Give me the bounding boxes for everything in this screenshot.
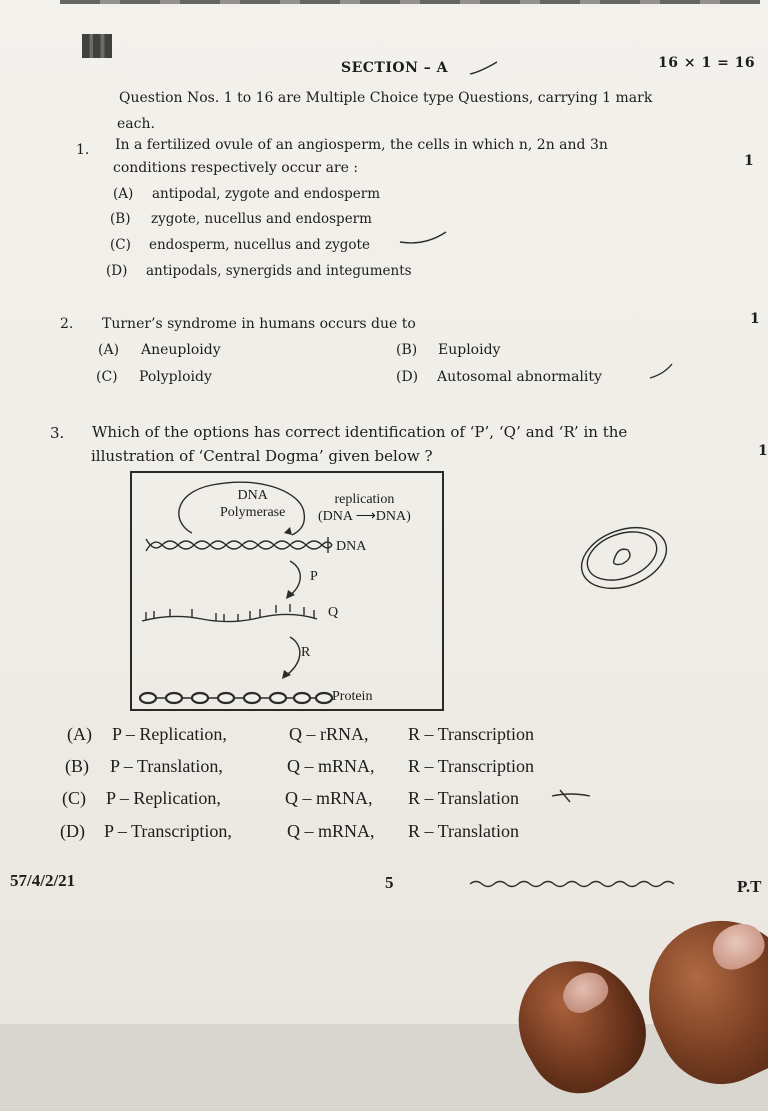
circled-answer-scribble — [573, 517, 675, 600]
q1-marks: 1 — [744, 153, 754, 169]
protein-label: Protein — [332, 689, 373, 704]
q3-option-d-label: (D) — [60, 821, 85, 841]
section-marks: 16 × 1 = 16 — [658, 55, 756, 71]
q3-option-a-label: (A) — [67, 724, 92, 744]
q2-option-a-label: (A) — [98, 342, 120, 358]
q3-option-a-r: R – Transcription — [408, 724, 535, 744]
q3-option-b-r: R – Transcription — [408, 756, 535, 776]
q2-option-c-text: Polyploidy — [139, 369, 212, 385]
footer-wavy-line — [470, 882, 674, 887]
q2-text: Turner’s syndrome in humans occurs due to — [102, 316, 416, 332]
instructions: Question Nos. 1 to 16 are Multiple Choice type Questions, carrying 1 mark — [119, 90, 653, 106]
q2-option-c-label: (C) — [96, 369, 118, 385]
q3-option-c-label: (C) — [62, 788, 86, 808]
polymerase-arrowhead — [284, 527, 292, 535]
q1-option-d-text: antipodals, synergids and integuments — [146, 263, 412, 279]
q3-option-b-label: (B) — [65, 756, 89, 776]
q1-text-line2: conditions respectively occur are : — [113, 160, 359, 176]
q2-option-d-text: Autosomal abnormality — [437, 369, 602, 385]
q3-option-d-q: Q – mRNA, — [287, 821, 375, 841]
q3-marks: 1 — [758, 443, 768, 459]
q1-option-c-text: endosperm, nucellus and zygote — [149, 237, 370, 253]
q1-option-c-label: (C) — [110, 237, 131, 253]
q1-option-d-label: (D) — [106, 263, 128, 279]
q3-option-a-q: Q – rRNA, — [289, 724, 369, 744]
q2-option-a-text: Aneuploidy — [141, 342, 221, 358]
q-label: Q — [328, 605, 339, 620]
top-edge-strip — [60, 0, 760, 4]
dna-helix — [146, 537, 332, 553]
dna-label: DNA — [336, 539, 367, 554]
q1-option-b-text: zygote, nucellus and endosperm — [151, 211, 372, 227]
q1-number: 1. — [76, 142, 90, 158]
q1-option-a-text: antipodal, zygote and endosperm — [152, 186, 381, 202]
q2-number: 2. — [60, 316, 74, 332]
q3-option-b-p: P – Translation, — [110, 756, 223, 776]
q3-option-c-q: Q – mRNA, — [285, 788, 373, 808]
mrna-strand — [142, 604, 317, 622]
dna-polymerase-label: DNA Polymerase — [220, 488, 286, 520]
p-label: P — [310, 569, 318, 584]
arrow-r — [284, 637, 300, 677]
tick-mark-section — [470, 62, 497, 74]
q2-option-d-label: (D) — [396, 369, 419, 385]
q3-option-a-p: P – Replication, — [112, 724, 227, 744]
q1-text-line1: In a fertilized ovule of an angiosperm, the cells in which n, 2n and 3n — [115, 137, 608, 153]
tick-mark-q1c — [400, 232, 446, 243]
q1-option-b-label: (B) — [110, 211, 131, 227]
paper-code: 57/4/2/21 — [10, 871, 76, 890]
finger-image-2 — [496, 939, 665, 1111]
q3-option-d-p: P – Transcription, — [104, 821, 232, 841]
qr-code-icon — [82, 34, 112, 58]
page-number: 5 — [385, 873, 394, 892]
q3-option-d-r: R – Translation — [408, 821, 520, 841]
q1-option-a-label: (A) — [113, 186, 134, 202]
instructions-cont: each. — [117, 116, 155, 132]
q3-option-c-p: P – Replication, — [106, 788, 221, 808]
section-title: SECTION – A — [341, 60, 448, 76]
q3-text-line1: Which of the options has correct identification of ‘P’, ‘Q’ and ‘R’ in the — [92, 423, 628, 441]
q3-option-c-r: R – Translation — [408, 788, 520, 808]
pto-label: P.T — [737, 877, 762, 896]
q2-option-b-label: (B) — [396, 342, 418, 358]
q3-option-b-q: Q – mRNA, — [287, 756, 375, 776]
r-label: R — [301, 645, 311, 660]
protein-chain — [140, 693, 332, 703]
q3-number: 3. — [50, 424, 65, 442]
q2-option-b-text: Euploidy — [438, 342, 501, 358]
tick-mark-q3c — [552, 790, 590, 802]
q3-text-line2: illustration of ‘Central Dogma’ given below ? — [91, 447, 433, 465]
tick-mark-q2d — [650, 364, 672, 378]
q2-marks: 1 — [750, 311, 760, 327]
central-dogma-diagram — [130, 471, 444, 711]
replication-label: replication (DNA ⟶DNA) — [318, 492, 411, 524]
